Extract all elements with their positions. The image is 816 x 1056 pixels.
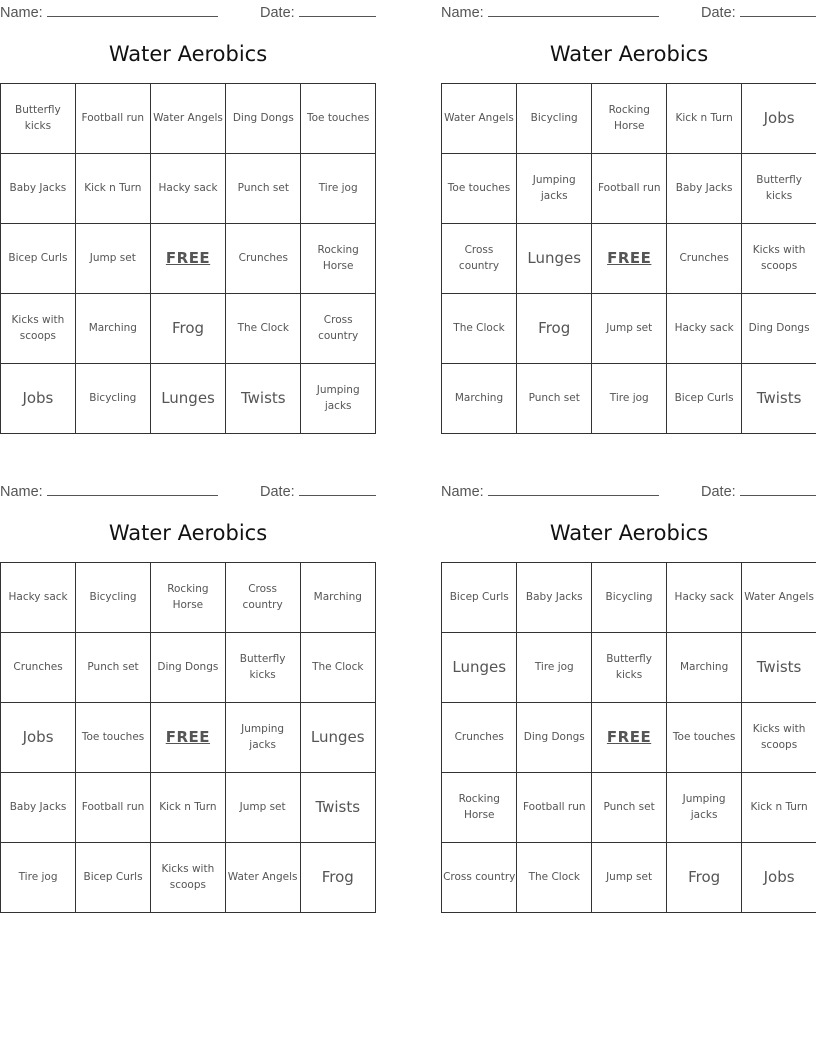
bingo-cell: Frog [667,843,742,913]
grid-row [442,294,816,364]
bingo-cell: Baby Jacks [517,563,592,633]
date-field [260,481,376,500]
bingo-cell: Jump set [592,294,667,364]
bingo-cell: Hacky sack [667,563,742,633]
name-line [47,2,218,17]
bingo-cell: Punch set [226,154,301,224]
bingo-cell: Crunches [1,633,76,703]
bingo-cell: Cross country [442,224,517,294]
bingo-cell: Lunges [300,703,375,773]
bingo-cell: Marching [300,563,375,633]
name-field [0,481,218,500]
grid-row [442,563,816,633]
grid-row [442,364,816,434]
bingo-cell: Kick n Turn [151,773,226,843]
card-title: Water Aerobics [108,42,268,66]
card-header [0,481,376,499]
bingo-cell: Water Angels [225,843,300,913]
bingo-cell: Punch set [76,633,151,703]
grid-row [442,843,816,913]
bingo-cell: Bicycling [75,364,150,434]
bingo-cell: Crunches [442,703,517,773]
bingo-cell: Jobs [1,364,76,434]
bingo-cell: Hacky sack [150,154,225,224]
bingo-cell: Jumping jacks [301,364,376,434]
free-space: FREE [592,224,667,294]
bingo-cell: Tire jog [592,364,667,434]
bingo-cell: Baby Jacks [1,773,76,843]
bingo-cell: Kicks with scoops [151,843,226,913]
bingo-cell: Jump set [75,224,150,294]
bingo-cell: Kicks with scoops [742,224,816,294]
bingo-cell: Twists [742,364,816,434]
bingo-cell: Tire jog [1,843,76,913]
date-line [299,481,376,496]
grid-row [1,703,376,773]
date-field [701,2,816,21]
bingo-cell: Jobs [742,84,816,154]
bingo-card [0,0,376,434]
name-field [0,2,218,21]
bingo-cell: Water Angels [150,84,225,154]
date-label: Date: [701,484,736,500]
bingo-cell: Bicep Curls [1,224,76,294]
card-title: Water Aerobics [549,42,709,66]
card-header [441,481,816,499]
bingo-cell: Jumping jacks [667,773,742,843]
bingo-cell: Water Angels [442,84,517,154]
grid-row [442,154,816,224]
bingo-cell: Bicycling [76,563,151,633]
date-label: Date: [260,484,295,500]
bingo-cell: The Clock [517,843,592,913]
grid-row [442,224,816,294]
name-label: Name: [441,5,484,21]
grid-row [1,633,376,703]
bingo-cell: Frog [517,294,592,364]
bingo-cell: Punch set [517,364,592,434]
bingo-cell: Butterfly kicks [742,154,816,224]
bingo-cell: Kicks with scoops [742,703,816,773]
bingo-cell: Ding Dongs [742,294,816,364]
bingo-cell: Jump set [592,843,667,913]
name-line [488,2,659,17]
bingo-cell: Ding Dongs [517,703,592,773]
free-space: FREE [592,703,667,773]
bingo-cell: Football run [76,773,151,843]
bingo-cell: Jobs [1,703,76,773]
bingo-cell: Butterfly kicks [592,633,667,703]
bingo-cell: Twists [742,633,816,703]
bingo-card [441,0,816,434]
bingo-cell: Baby Jacks [1,154,76,224]
grid-row [1,154,376,224]
bingo-cell: Lunges [442,633,517,703]
bingo-cell: Frog [300,843,375,913]
bingo-cell: Water Angels [742,563,816,633]
bingo-cell: Kicks with scoops [1,294,76,364]
grid-row [1,843,376,913]
bingo-cell: Cross country [301,294,376,364]
bingo-grid [0,562,376,913]
grid-row [442,703,816,773]
grid-row [442,773,816,843]
bingo-cell: Lunges [517,224,592,294]
grid-row [1,364,376,434]
card-title: Water Aerobics [108,521,268,545]
name-label: Name: [0,5,43,21]
date-field [260,2,376,21]
date-field [701,481,816,500]
bingo-cell: Bicycling [592,563,667,633]
bingo-cell: Baby Jacks [667,154,742,224]
bingo-cell: The Clock [300,633,375,703]
bingo-cell: Football run [75,84,150,154]
date-label: Date: [701,5,736,21]
bingo-cell: Hacky sack [667,294,742,364]
bingo-cell: Kick n Turn [742,773,816,843]
card-header [441,2,816,20]
name-field [441,2,659,21]
bingo-cell: Marching [442,364,517,434]
bingo-cell: Marching [75,294,150,364]
bingo-cell: Punch set [592,773,667,843]
bingo-grid [441,562,816,913]
bingo-cell: Kick n Turn [667,84,742,154]
bingo-cell: Rocking Horse [151,563,226,633]
bingo-cell: Toe touches [76,703,151,773]
name-field [441,481,659,500]
bingo-cell: Bicycling [517,84,592,154]
grid-row [1,294,376,364]
date-label: Date: [260,5,295,21]
grid-row [1,563,376,633]
name-line [488,481,659,496]
card-header [0,2,376,20]
bingo-cell: Football run [592,154,667,224]
bingo-cell: Tire jog [301,154,376,224]
bingo-cell: Butterfly kicks [225,633,300,703]
grid-row [442,84,816,154]
bingo-cell: Toe touches [442,154,517,224]
bingo-cell: Jump set [225,773,300,843]
bingo-cell: Frog [150,294,225,364]
bingo-cell: Kick n Turn [75,154,150,224]
bingo-cell: The Clock [442,294,517,364]
bingo-cell: Lunges [150,364,225,434]
bingo-cell: Jumping jacks [517,154,592,224]
bingo-cell: Rocking Horse [301,224,376,294]
bingo-cell: Cross country [442,843,517,913]
bingo-cell: Jobs [742,843,816,913]
bingo-cell: Twists [300,773,375,843]
grid-row [1,84,376,154]
bingo-cell: Tire jog [517,633,592,703]
bingo-cell: Rocking Horse [592,84,667,154]
bingo-cell: Crunches [667,224,742,294]
bingo-cell: Crunches [226,224,301,294]
free-space: FREE [151,703,226,773]
bingo-cell: Ding Dongs [226,84,301,154]
name-line [47,481,218,496]
bingo-cell: Toe touches [667,703,742,773]
bingo-cell: Bicep Curls [667,364,742,434]
bingo-cell: Football run [517,773,592,843]
bingo-cell: Cross country [225,563,300,633]
bingo-grid [441,83,816,434]
bingo-cell: Hacky sack [1,563,76,633]
name-label: Name: [441,484,484,500]
bingo-cell: Twists [226,364,301,434]
bingo-card [0,479,376,913]
bingo-cell: Rocking Horse [442,773,517,843]
card-title: Water Aerobics [549,521,709,545]
name-label: Name: [0,484,43,500]
date-line [740,481,816,496]
bingo-card [441,479,816,913]
bingo-cell: Marching [667,633,742,703]
grid-row [1,224,376,294]
bingo-cell: Jumping jacks [225,703,300,773]
grid-row [442,633,816,703]
bingo-cell: Toe touches [301,84,376,154]
bingo-cell: Butterfly kicks [1,84,76,154]
date-line [299,2,376,17]
bingo-cell: Bicep Curls [76,843,151,913]
bingo-cell: Bicep Curls [442,563,517,633]
date-line [740,2,816,17]
bingo-grid [0,83,376,434]
bingo-cell: The Clock [226,294,301,364]
bingo-cell: Ding Dongs [151,633,226,703]
free-space: FREE [150,224,225,294]
grid-row [1,773,376,843]
